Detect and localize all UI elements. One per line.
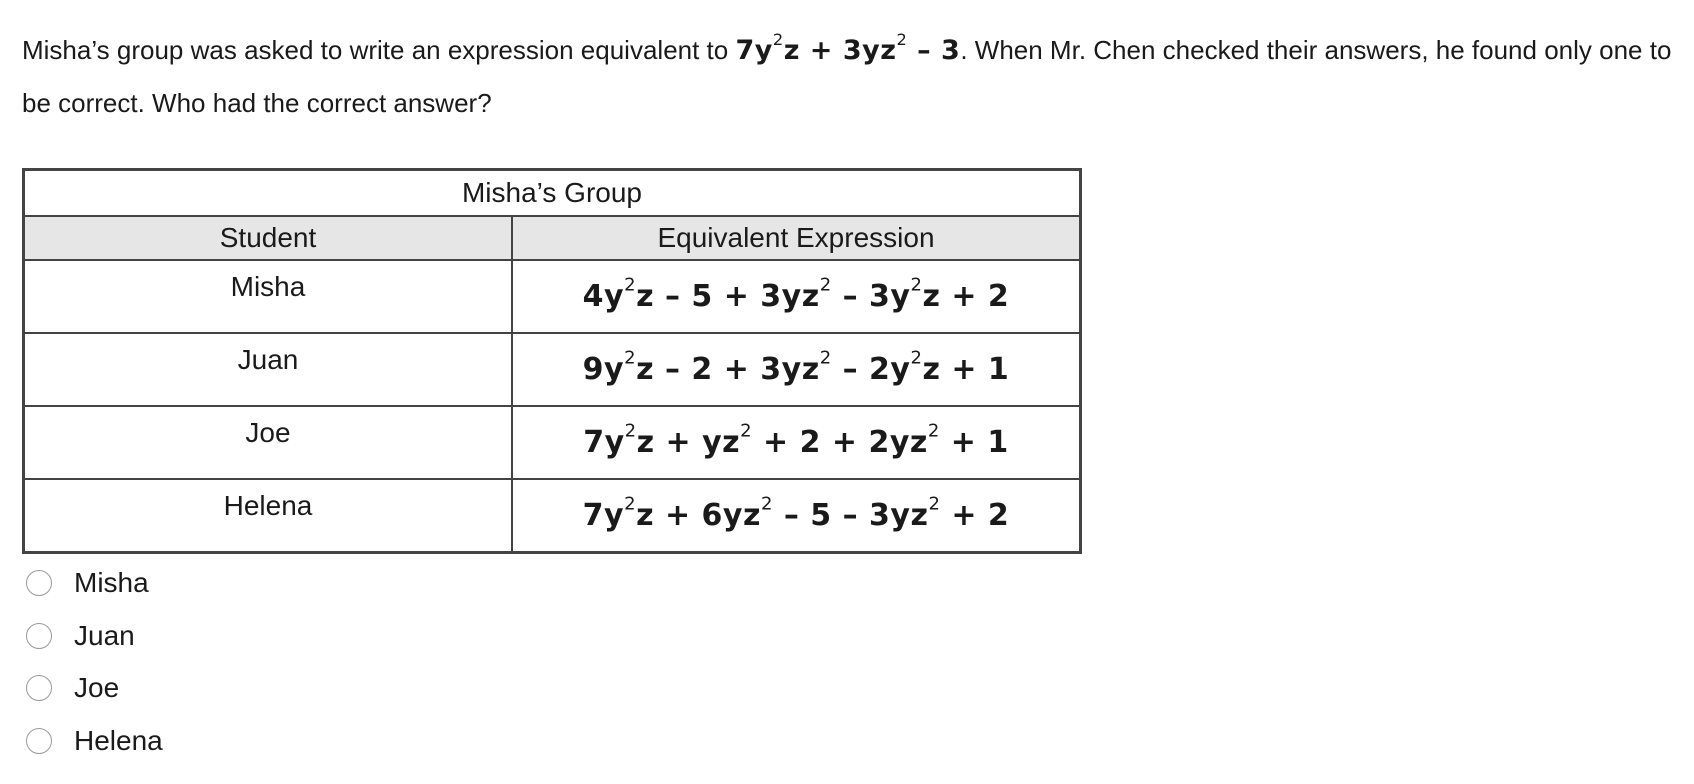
expr-term: z + 6yz [636, 498, 761, 533]
exponent: 2 [819, 274, 832, 296]
exponent: 2 [896, 30, 908, 50]
exponent: 2 [624, 420, 637, 442]
exponent: 2 [772, 30, 784, 50]
exponent: 2 [624, 493, 637, 515]
expr-term: + 1 [939, 425, 1009, 460]
choice-label: Juan [74, 619, 135, 651]
student-name: Misha [24, 260, 512, 333]
exponent: 2 [910, 347, 923, 369]
equivalent-expression [512, 479, 1080, 552]
exponent: 2 [928, 493, 941, 515]
choice-helena[interactable] [26, 715, 163, 768]
column-header-student: Student [24, 216, 512, 260]
expr-term: 7y [735, 35, 773, 66]
expr-term: 9y [582, 352, 625, 387]
exponent: 2 [624, 347, 637, 369]
expr-term: z + 1 [922, 352, 1010, 387]
choice-label: Helena [74, 724, 163, 756]
expr-term: 7y [583, 425, 625, 460]
choice-joe[interactable] [26, 662, 163, 715]
exponent: 2 [910, 274, 923, 296]
table-row [24, 333, 1080, 406]
column-header-expression: Equivalent Expression [512, 216, 1080, 260]
exponent: 2 [927, 420, 940, 442]
student-name: Helena [24, 479, 512, 552]
radio-button[interactable] [26, 623, 52, 649]
expr-term: + 2 [940, 498, 1010, 533]
equivalent-expression [512, 260, 1080, 333]
exponent: 2 [740, 420, 753, 442]
table-row [24, 406, 1080, 479]
target-expression [735, 30, 961, 66]
student-name: Joe [24, 406, 512, 479]
radio-button[interactable] [26, 728, 52, 754]
exponent: 2 [760, 493, 773, 515]
expr-term: – 5 – 3yz [772, 498, 929, 533]
table-header-row [24, 216, 1080, 260]
expr-term: + 2 + 2yz [752, 425, 928, 460]
expr-term: – 3 [907, 35, 961, 66]
answer-choices [26, 557, 163, 767]
exponent: 2 [624, 274, 637, 296]
choice-misha[interactable] [26, 557, 163, 610]
expr-term: z – 5 + 3yz [636, 279, 820, 314]
expr-term: z + 3yz [783, 35, 897, 66]
choice-label: Misha [74, 567, 149, 599]
expr-term: z + yz [636, 425, 741, 460]
table-caption: Misha’s Group [24, 170, 1080, 216]
expr-term: – 3y [831, 279, 911, 314]
expr-term: z + 2 [922, 279, 1010, 314]
student-name: Juan [24, 333, 512, 406]
answers-table [22, 168, 1082, 554]
radio-button[interactable] [26, 570, 52, 596]
question-text [22, 24, 1682, 130]
choice-label: Joe [74, 672, 120, 704]
exponent: 2 [819, 347, 832, 369]
expr-term: 4y [582, 279, 625, 314]
radio-button[interactable] [26, 675, 52, 701]
question-prompt: . When Mr. Chen checked their answers, he found only one to be correct. Who had the correct answer? [22, 35, 1672, 118]
question-intro: Misha’s group was asked to write an expression equivalent to [22, 35, 729, 65]
table-row [24, 260, 1080, 333]
equivalent-expression [512, 406, 1080, 479]
equivalent-expression [512, 333, 1080, 406]
expr-term: z – 2 + 3yz [636, 352, 820, 387]
table-row [24, 479, 1080, 552]
expr-term: – 2y [831, 352, 911, 387]
expr-term: 7y [582, 498, 625, 533]
choice-juan[interactable] [26, 610, 163, 663]
